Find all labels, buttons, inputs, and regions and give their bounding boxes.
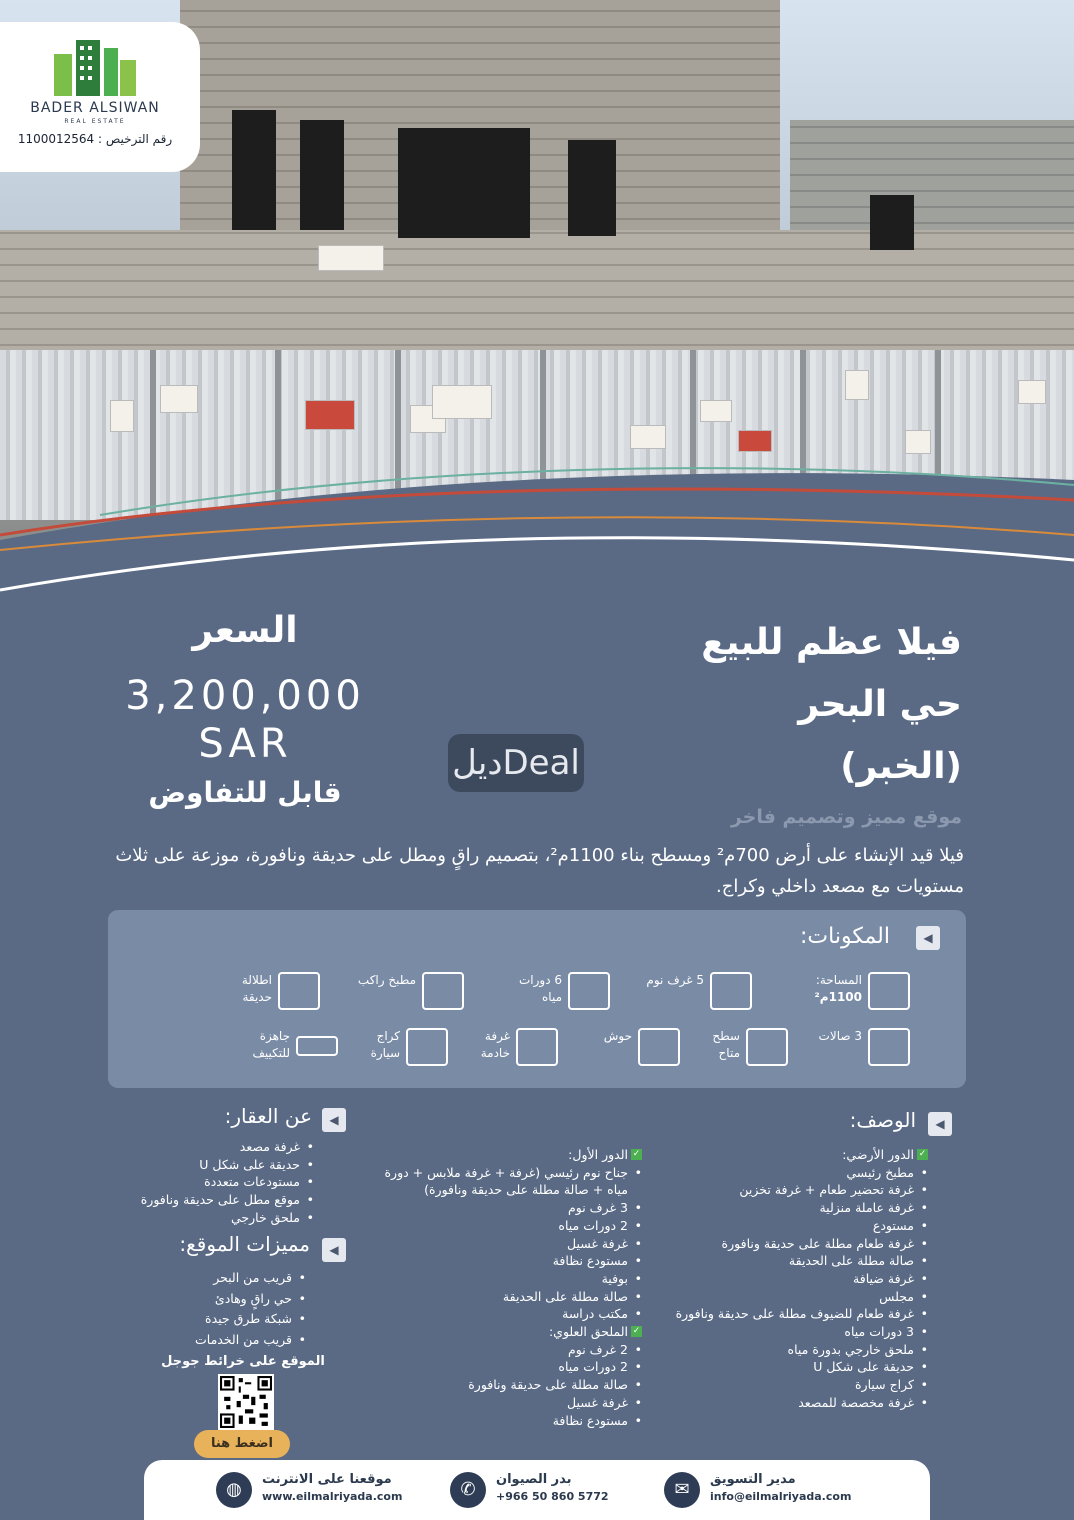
brand-logo-card [0,22,200,172]
list-item: • غرفة طعام مطلة على حديقة ونافورة [638,1235,928,1253]
maid-icon [516,1028,558,1066]
feature-label: مطبخ راكب [357,973,416,987]
feature-halls [778,1026,910,1074]
list-item: • حديقة على شكل U [114,1156,314,1174]
list-item: • 3 غرف نوم [382,1199,642,1217]
feature-label: 5 غرف نوم [646,973,704,987]
feature-label: جاهزة للتكييف [252,1029,290,1060]
feature-kitchen [332,970,464,1018]
feature-label: 6 دورات مياه [518,973,562,1004]
bathtub-icon [568,972,610,1010]
license-number: رقم الترخيص : 1100012564 [17,132,173,146]
feature-ac-ready [206,1026,338,1074]
brand-subtitle: REAL ESTATE [64,118,126,125]
list-item: • غرفة غسيل [382,1235,642,1253]
list-item: • غرفة غسيل [382,1394,642,1412]
list-item: • قريب من الخدمات [106,1330,306,1351]
list-item: • 2 دورات مياه [382,1358,642,1376]
click-here-button[interactable]: اضغط هنا [194,1430,290,1458]
listing-description: فيلا قيد الإنشاء على أرض 700م² ومسطح بناء 1100م²، بتصميم راقٍ ومطل على حديقة ونافورة، موزعة على ثلاث مستويات مع مصعد داخلي وكراج. [115,845,964,897]
agent-contact[interactable] [450,1470,660,1510]
list-item: • جناح نوم رئيسي (غرفة + غرفة ملابس + دورة مياه + صالة مطلة على حديقة ونافورة) [382,1164,642,1199]
garage-icon [406,1028,448,1066]
feature-label: 3 صالات [818,1029,862,1043]
mail-icon: ✉ [664,1472,700,1508]
list-item: • صالة مطلة على الحديقة [382,1288,642,1306]
list-item: • موقع مطل على حديقة ونافورة [114,1191,314,1209]
qr-code[interactable] [218,1374,274,1430]
first-floor-list [382,1146,642,1429]
list-item: • مطبخ رئيسي [638,1164,928,1182]
title-line3: (الخبر) [840,746,962,787]
tagline: موقع مميز وتصميم فاخر [730,806,962,828]
chevron-left-icon: ◀ [928,1112,952,1136]
list-item: • غرفة مصعد [114,1138,314,1156]
building-logo-icon [50,34,140,96]
contact-footer [144,1460,930,1520]
location-heading: مميزات الموقع: [179,1232,310,1256]
price [100,672,390,768]
website-url[interactable]: www.eilmalriyada.com [262,1490,403,1503]
marketing-title: مدير التسويق [710,1472,796,1487]
features-panel [108,910,966,1088]
list-item: • صالة مطلة على الحديقة [638,1252,928,1270]
globe-icon: ◍ [216,1472,252,1508]
feature-label: حوش [603,1029,632,1043]
list-item: • غرفة مخصصة للمصعد [638,1394,928,1412]
website-title: موقعنا على الانترنت [262,1472,392,1487]
list-item: • قريب من البحر [106,1268,306,1289]
list-item: • بوفية [382,1270,642,1288]
yard-icon [638,1028,680,1066]
price-value: 3,200,000 [125,673,365,719]
ac-icon [296,1036,338,1056]
about-list [114,1138,314,1227]
list-item: • مستودع نظافة [382,1412,642,1430]
feature-label: سطح متاح [712,1029,740,1060]
map-label: الموقع على خرائط جوجل [161,1354,325,1369]
list-item: • ملحق خارجي بدورة مياه [638,1341,928,1359]
phone-icon: ✆ [450,1472,486,1508]
list-item: • ملحق خارجي [114,1209,314,1227]
list-heading: ✓ الدور الأرضي: [638,1146,928,1164]
list-item: • مجلس [638,1288,928,1306]
list-item: • شبكة طرق جيدة [106,1309,306,1330]
feature-garden-view [188,970,320,1018]
list-item: • غرفة طعام للضيوف مطلة على حديقة ونافورة [638,1305,928,1323]
list-item: • حي راقٍ وهادئ [106,1289,306,1310]
price-currency: SAR [198,721,292,767]
list-item: • مستودع [638,1217,928,1235]
agent-phone[interactable]: +966 50 860 5772 [496,1490,609,1503]
decorative-wave [0,455,1074,605]
area-icon [868,972,910,1010]
chevron-left-icon: ◀ [322,1238,346,1262]
list-item: • 2 غرف نوم [382,1341,642,1359]
bed-icon [710,972,752,1010]
brand-name: BADER ALSIWAN [30,100,160,116]
price-heading: السعر [192,610,298,651]
list-item: • 2 دورات مياه [382,1217,642,1235]
marketing-email[interactable]: info@eilmalriyada.com [710,1490,852,1503]
feature-label: المساحة: [815,973,862,987]
listing-title [542,612,962,798]
list-item: • 3 دورات مياه [638,1323,928,1341]
list-item: • حديقة على شكل U [638,1358,928,1376]
website-contact[interactable] [216,1470,426,1510]
feature-label: اطلالة حديقة [241,973,272,1004]
feature-yard [548,1026,680,1074]
list-item: • صالة مطلة على حديقة ونافورة [382,1376,642,1394]
feature-bedrooms [620,970,752,1018]
description-heading: الوصف: [849,1108,916,1132]
feature-value: 1100م² [814,990,862,1004]
feature-label: غرفة خادمة [480,1029,510,1060]
title-line2: حي البحر [798,684,962,725]
chevron-left-icon: ◀ [916,926,940,950]
list-heading: ✓ الملحق العلوي: [382,1323,642,1341]
list-item: • غرفة تحضير طعام + غرفة تخزين [638,1181,928,1199]
marketing-contact[interactable] [664,1470,874,1510]
kitchen-icon [422,972,464,1010]
list-item: • مكتب دراسة [382,1305,642,1323]
list-heading: ✓ الدور الأول: [382,1146,642,1164]
roof-icon [746,1028,788,1066]
chevron-left-icon: ◀ [322,1108,346,1132]
list-item: • غرفة عاملة منزلية [638,1199,928,1217]
title-line1: فيلا عظم للبيع [701,622,962,663]
list-item: • غرفة ضيافة [638,1270,928,1288]
feature-bathrooms [478,970,610,1018]
list-item: • كراج سيارة [638,1376,928,1394]
garden-view-icon [278,972,320,1010]
sofa-icon [868,1028,910,1066]
negotiable-label: قابل للتفاوض [148,776,342,809]
deal-badge: ديلDeal [448,734,584,792]
feature-area [778,970,910,1018]
agent-name: بدر الصيوان [496,1472,572,1487]
list-item: • مستودعات متعددة [114,1173,314,1191]
feature-label: كراج سيارة [370,1029,400,1060]
about-heading: عن العقار: [224,1104,312,1128]
list-item: • مستودع نظافة [382,1252,642,1270]
features-heading: المكونات: [800,924,890,949]
location-list [106,1268,306,1350]
ground-floor-list [638,1146,928,1412]
